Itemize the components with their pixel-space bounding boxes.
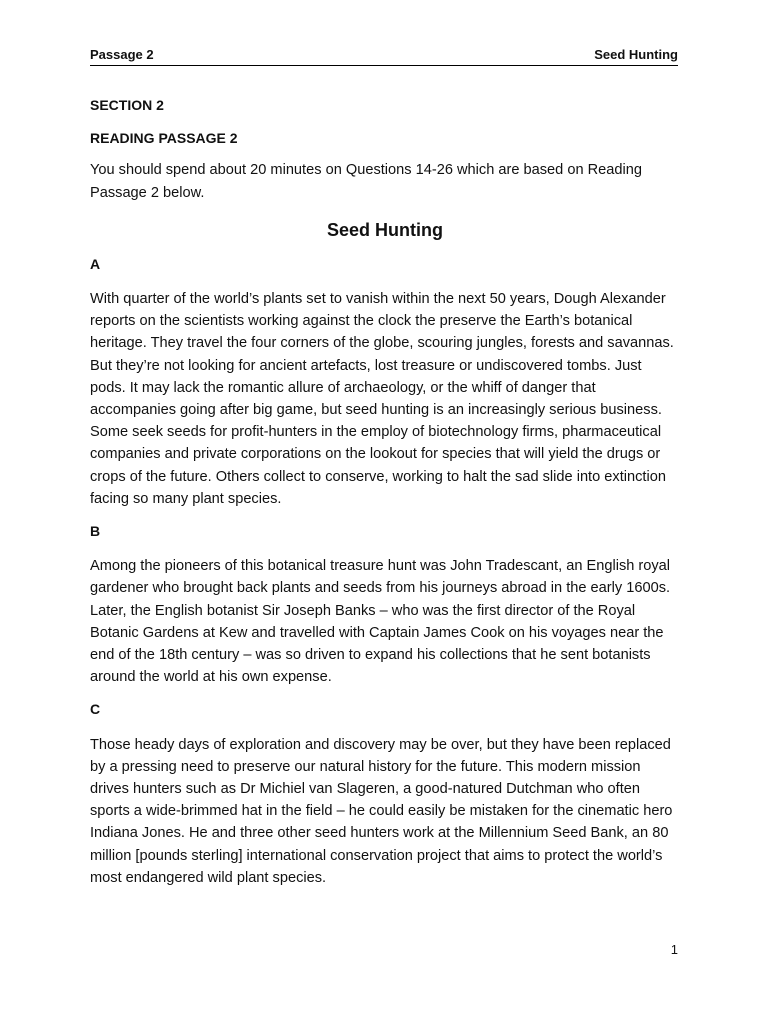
paragraph-b: Among the pioneers of this botanical treasure hunt was John Tradescant, an English royal gardener who brought back plants and seeds from his journeys abroad in the early 1600s. Later, the English botanist Sir Joseph Banks – who was the first director of the Royal Botanic Gardens at Kew and travelled with Captain James Cook on his voyages near the end of the 18th century – was so driven to expand his collections that he sent botanists around the world at his own expense. xyxy=(90,558,671,686)
paragraph-c: Those heady days of exploration and discovery may be over, but they have been replaced by a pressing need to preserve our natural history for the future. This modern mission drives hunters such as Dr Michiel van Slageren, a good-natured Dutchman who often sports a wide-brimmed hat in the field – he could easily be mistaken for the cinematic hero Indiana Jones. He and three other seed hunters work at the Millennium Seed Bank, an 80 million [pounds sterling] international conservation project that aims to protect the world’s most endangered wild plant species. xyxy=(90,736,673,886)
page-header xyxy=(90,47,678,66)
passage-title: Seed Hunting xyxy=(327,219,443,240)
paragraph-a: With quarter of the world’s plants set to vanish within the next 50 years, Dough Alexander reports on the scientists working against the clock the preserve the Earth’s botanical heritage. They travel the four corners of the globe, scouring jungles, forests and savannas. But they’re not looking for ancient artefacts, lost treasure or undiscovered tombs. Just pods. It may lack the romantic allure of archaeology, or the whiff of danger that accompanies going after big game, but seed hunting is an increasingly serious business. Some seek seeds for profit-hunters in the employ of biotechnology firms, pharmaceutical companies and private corporations on the lookout for species that will yield the drugs or crops of the future. Others collect to conserve, working to halt the sad slide into extinction facing so many plant species. xyxy=(90,291,674,507)
page-number: 1 xyxy=(670,942,678,957)
reading-passage-heading: READING PASSAGE 2 xyxy=(90,130,238,147)
instructions-text: You should spend about 20 minutes on Questions 14-26 which are based on Reading Passage 2 below. xyxy=(90,162,642,201)
section-heading: SECTION 2 xyxy=(90,97,164,113)
paragraph-letter-c: C xyxy=(90,701,101,718)
header-title: Seed Hunting xyxy=(594,47,678,62)
paragraph-letter-b: B xyxy=(90,523,101,540)
header-passage-label: Passage 2 xyxy=(90,47,154,62)
paragraph-letter-a: A xyxy=(90,255,101,272)
page-content xyxy=(90,94,680,889)
